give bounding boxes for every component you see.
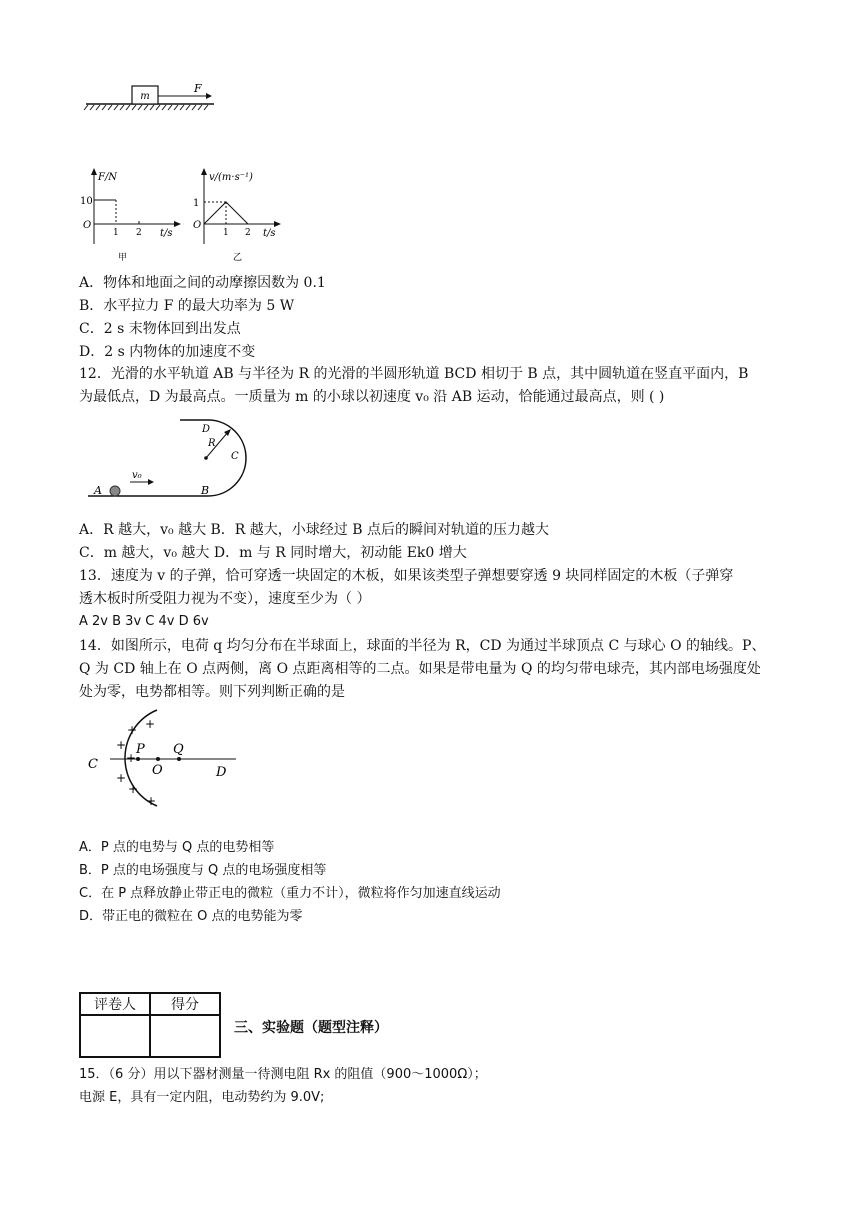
q13-options: A 2v B 3v C 4v D 6v xyxy=(79,614,209,629)
point-a-label: A xyxy=(94,484,102,497)
block-force-figure xyxy=(80,80,220,120)
plus-charge: + xyxy=(116,771,127,785)
score-table xyxy=(79,992,221,1058)
q11-option-a: A．物体和地面之间的动摩擦因数为 0.1 xyxy=(79,275,326,291)
plus-charge: + xyxy=(145,717,156,731)
block-mass-label: m xyxy=(140,91,150,102)
point-b-label: B xyxy=(201,484,210,497)
left-x-tick-1: 1 xyxy=(113,228,119,238)
right-graph-caption: 乙 xyxy=(233,253,243,263)
plus-charge: + xyxy=(127,723,138,737)
q14-option-b: B．P 点的电场强度与 Q 点的电场强度相等 xyxy=(79,863,327,878)
left-x-tick-2: 2 xyxy=(136,228,142,238)
q15-line1: 15．（6 分）用以下器材测量一待测电阻 Rx 的阻值（900～1000Ω）； xyxy=(79,1067,487,1082)
q12-options-line1: A．R 越大，v₀ 越大 B．R 越大，小球经过 B 点后的瞬间对轨道的压力越大 xyxy=(79,522,549,538)
force-axis-label: F/N xyxy=(98,172,118,183)
q11-option-c: C．2 s 末物体回到出发点 xyxy=(79,321,241,337)
force-tick-10: 10 xyxy=(80,196,93,207)
velocity-axis-label: v/(m·s⁻¹) xyxy=(209,172,253,183)
point-c-label: C xyxy=(88,757,98,772)
q12-stem-line1: 12．光滑的水平轨道 AB 与半径为 R 的光滑的半圆形轨道 BCD 相切于 B 点，其中圆轨道在竖直平面内，B xyxy=(79,366,749,382)
right-x-axis-label: t/s xyxy=(263,228,276,239)
score-header: 得分 xyxy=(150,993,220,1015)
reviewer-cell xyxy=(80,1015,150,1057)
section-title: 三、实验题（题型注释） xyxy=(234,1020,388,1036)
right-origin-label: O xyxy=(193,220,202,231)
left-origin-label: O xyxy=(83,220,92,231)
point-p-label: P xyxy=(136,742,145,757)
point-d-label: D xyxy=(202,424,211,435)
point-o-label: O xyxy=(152,763,163,778)
q11-option-d: D．2 s 内物体的加速度不变 xyxy=(79,344,256,360)
point-c-label: C xyxy=(231,451,239,462)
point-q-label: Q xyxy=(173,742,184,757)
point-d-label: D xyxy=(216,765,227,780)
q14-option-d: D．带正电的微粒在 O 点的电势能为零 xyxy=(79,909,303,924)
left-graph-caption: 甲 xyxy=(118,253,128,263)
q15-line2: 电源 E，具有一定内阻，电动势约为 9.0V; xyxy=(79,1090,325,1105)
velocity-v0-label: v₀ xyxy=(132,470,142,481)
plus-charge: + xyxy=(126,751,137,765)
force-label: F xyxy=(194,82,202,95)
q14-option-a: A．P 点的电势与 Q 点的电势相等 xyxy=(79,840,275,855)
q11-option-b: B．水平拉力 F 的最大功率为 5 W xyxy=(79,298,295,314)
radius-r-label: R xyxy=(208,438,216,449)
q12-options-line2: C．m 越大，v₀ 越大 D．m 与 R 同时增大，初动能 Ek0 增大 xyxy=(79,545,467,561)
ball xyxy=(110,486,120,496)
right-x-tick-2: 2 xyxy=(245,228,251,238)
score-cell xyxy=(150,1015,220,1057)
q13-stem-line2: 透木板时所受阻力视为不变），速度至少为（ ） xyxy=(79,591,371,607)
velocity-tick-1: 1 xyxy=(193,198,200,209)
plus-charge: + xyxy=(128,782,139,796)
plus-charge: + xyxy=(116,738,127,752)
left-x-axis-label: t/s xyxy=(160,228,173,239)
plus-charge: + xyxy=(146,794,157,808)
q13-stem-line1: 13．速度为 v 的子弹，恰可穿透一块固定的木板，如果该类型子弹想要穿透 9 块同样固定的木板（子弹穿 xyxy=(79,568,734,584)
right-x-tick-1: 1 xyxy=(223,228,229,238)
force-velocity-graphs xyxy=(80,166,290,266)
reviewer-header: 评卷人 xyxy=(80,993,150,1015)
q12-stem-line2: 为最低点，D 为最高点。一质量为 m 的小球以初速度 v₀ 沿 AB 运动，恰能通过最高点，则 ( ) xyxy=(79,389,665,405)
q14-stem-line2: Q 为 CD 轴上在 O 点两侧，离 O 点距离相等的二点。如果是带电量为 Q 的均匀带电球壳，其内部电场强度处 xyxy=(79,661,761,677)
q14-option-c: C．在 P 点释放静止带正电的微粒（重力不计），微粒将作匀加速直线运动 xyxy=(79,886,501,901)
q14-stem-line1: 14．如图所示，电荷 q 均匀分布在半球面上，球面的半径为 R，CD 为通过半球顶点 C 与球心 O 的轴线。P、 xyxy=(79,638,766,654)
semicircle-track-figure xyxy=(88,412,258,502)
hemisphere-charge-figure xyxy=(80,706,250,810)
q14-stem-line3: 处为零，电势都相等。则下列判断正确的是 xyxy=(79,684,345,700)
